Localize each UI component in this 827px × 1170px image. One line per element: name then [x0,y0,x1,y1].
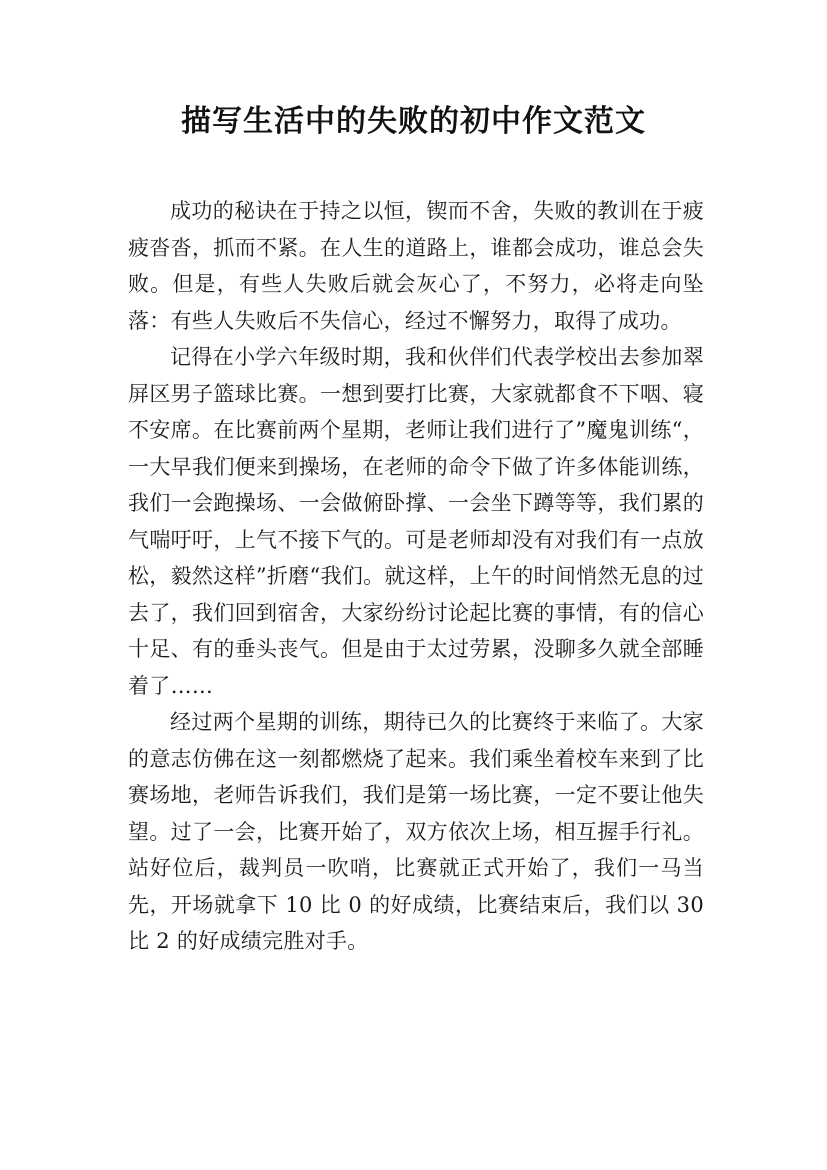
paragraph: 经过两个星期的训练，期待已久的比赛终于来临了。大家的意志仿佛在这一刻都燃烧了起来。我们乘坐着校车来到了比赛场地，老师告诉我们，我们是第一场比赛，一定不要让他失望。过了一会，比赛开始了，双方依次上场，相互握手行礼。站好位后，裁判员一吹哨，比赛就正式开始了，我们一马当先，开场就拿下 10 比 0 的好成绩，比赛结束后，我们以 30 比 2 的好成绩完胜对手。 [128,710,704,953]
paragraph: 记得在小学六年级时期，我和伙伴们代表学校出去参加翠屏区男子篮球比赛。一想到要打比赛，大家就都食不下咽、寝不安席。在比赛前两个星期，老师让我们进行了”魔鬼训练“，一大早我们便来到操场，在老师的命令下做了许多体能训练，我们一会跑操场、一会做俯卧撑、一会坐下蹲等等，我们累的气喘吁吁，上气不接下气的。可是老师却没有对我们有一点放松，毅然这样”折磨“我们。就这样，上午的时间悄然无息的过去了，我们回到宿舍，大家纷纷讨论起比赛的事情，有的信心十足、有的垂头丧气。但是由于太过劳累，没聊多久就全部睡着了…… [128,345,704,698]
document-title: 描写生活中的失败的初中作文范文 [181,104,646,139]
paragraph: 成功的秘诀在于持之以恒，锲而不舍，失败的教训在于疲疲沓沓，抓而不紧。在人生的道路上，谁都会成功，谁总会失败。但是，有些人失败后就会灰心了，不努力，必将走向坠落：有些人失败后不失信心，经过不懈努力，取得了成功。 [128,199,704,333]
document-body [128,193,704,960]
